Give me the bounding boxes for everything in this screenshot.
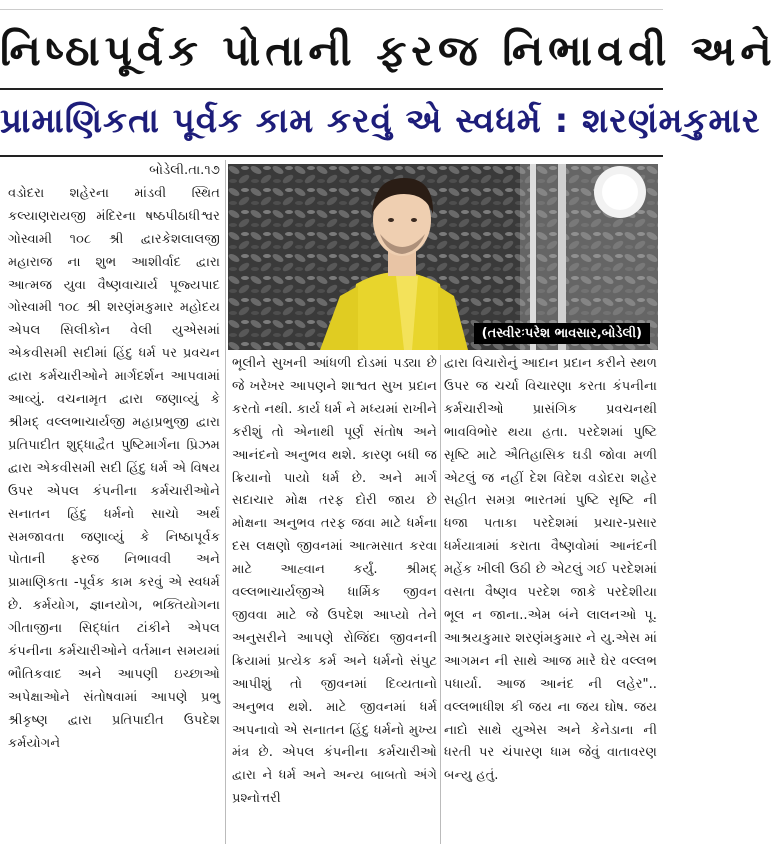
headline-bottom-rule [0, 155, 663, 157]
article-column-1 [8, 160, 220, 844]
headline-line-1: નિષ્ઠાપૂર્વક પોતાની ફરજ નિભાવવી અને [0, 26, 777, 75]
article-photo [228, 164, 658, 350]
article-column-2 [232, 353, 437, 844]
photo-caption: (તસ્વીરઃપરેશ ભાવસાર,બોડેલી) [474, 323, 650, 344]
article-column-3 [444, 353, 657, 844]
column-divider-2 [440, 355, 441, 844]
column-divider-1 [225, 160, 226, 844]
article-column-2-text: ભૂલીને સુખની આંધળી દોડમાં પડ્યા છે જે ખરેખર આપણને શાશ્વત સુખ પ્રદાન કરતો નથી. કાર્ય ધર્મ ને મધ્યમાં રાખીને કરીશું તો એનાથી પૂર્ણ સંતોષ અને આનંદનો અનુભવ થશે. કારણ બધી જ ક્રિયાનો પાયો ધર્મ છે. અને માર્ગ સદાચાર મોક્ષ તરફ દોરી જાય છે મોક્ષના અનુભવ તરફ જવા માટે ધર્મના દસ લક્ષણો જીવનમાં આત્મસાત કરવા માટે આહ્વાન કર્યું. શ્રીમદ્ વલ્લભાચાર્યજીએ ધાર્મિક જીવન જીવવા માટે જે ઉપદેશ આપ્યો તેને અનુસરીને આપણે રોજિંદા જીવનની ક્રિયામાં પ્રત્યેક કર્મ અને ધર્મનો સંપુટ આપીશું તો જીવનમાં દિવ્યતાનો અનુભવ થશે. માટે જીવનમાં ધર્મ અપનાવો એ સનાતન હિંદુ ધર્મનો મુખ્ય મંત્ર છે. એપલ કંપનીના કર્મચારીઓ દ્વારા ને ધર્મ અને અન્ય બાબતો અંગે પ્રશ્નોત્તરી [232, 356, 437, 807]
article-column-3-text: દ્વારા વિચારોનું આદાન પ્રદાન કરીને સ્થળ ઉપર જ ચર્ચા વિચારણા કરતા કંપનીના કર્મચારીઓ પ્રાસંગિક પ્રવચનથી ભાવવિભોર થયા હતા. પરદેશમાં પુષ્ટિ સૃષ્ટિ માટે ઐતિહાસિક ઘડી જોવા મળી એટલું જ નહીં દેશ વિદેશ વડોદરા શહેર સહીત સમગ્ર ભારતમાં પુષ્ટિ સૃષ્ટિ ની ધજા પતાકા પરદેશમાં પ્રચાર-પ્રસાર ધર્મયાત્રામાં કરાતા વૈષ્ણવોમાં આનંદની મહેંક ખીલી ઉઠી છે એટલું ગઈ પરદેશમાં વસતા વૈષ્ણવ પરદેશ જાકે પરદેશીયા ભૂલ ન જાના..એમ બંને લાલનઓ પૂ. આશ્રયકુમાર શરણંમકુમાર ને યુ.એસ માં આગમન ની સાથે આજ મારે ઘેર વલ્લભ પધાર્યા. આજ આનંદ ની લહેર".. વલ્લભાધીશ કી જય ના જય ઘોષ. જય નાદો સાથે યુએસ અને કેનેડાના ની ધરતી પર ચંપારણ ધામ જેવું વાતાવરણ બન્યુ હતું. [444, 356, 657, 784]
article-column-1-text: વડોદરા શહેરના માંડવી સ્થિત કલ્યાણરાયજી મંદિરના ષષ્ઠપીઠાધીશ્વર ગોસ્વામી ૧૦૮ શ્રી દ્વારકેશલાલજી મહારાજ ના શુભ આશીર્વાદ દ્વારા આત્મજ યુવા વૈષ્ણવાચાર્ય પૂજ્યપાદ ગોસ્વામી ૧૦૮ શ્રી શરણંમકુમાર મહોદય એપલ સિલીકોન વેલી યુએસમાં એકવીસમી સદીમાં હિંદુ ધર્મ પર પ્રવચન દ્વારા કર્મચારીઓને માર્ગદર્શન આપવામાં આવ્યું. વચનામૃત દ્વારા જણાવ્યું કે શ્રીમદ્ વલ્લભાચાર્યજી મહાપ્રભુજી દ્વારા પ્રતિપાદીત શુદ્ધાદ્વૈત પુષ્ટિમાર્ગના પ્રિઝમ દ્વારા એકવીસમી સદી હિંદુ ધર્મ એ વિષય ઉપર એપલ કંપનીના કર્મચારીઓને સનાતન હિંદુ ધર્મનો સાચો અર્થ સમજાવતા જણાવ્યું કે નિષ્ઠાપૂર્વક પોતાની ફરજ નિભાવવી અને પ્રામાણિકતા -પૂર્વક કામ કરવું એ સ્વધર્મ છે. કર્મયોગ, જ્ઞાનયોગ, ભક્તિયોગના ગીતાજીના સિદ્ધાંત ટાંકીને એપલ કંપનીના કર્મચારીઓને વર્તમાન સમયમાં ભૌતિકવાદ અને આપણી ઇચ્છાઓ અપેક્ષાઓને સંતોષવામાં આપણે પ્રભુ શ્રીકૃષ્ણ દ્વારા પ્રતિપાદીત ઉપદેશ કર્મયોગને [8, 185, 220, 751]
page-top-strip [0, 0, 663, 10]
article-dateline: બોડેલી.તા.૧૭ [149, 163, 220, 178]
headline-line-2: પ્રામાણિકતા પૂર્વક કામ કરવું એ સ્વધર્મ : શરણંમકુમાર [0, 101, 761, 141]
